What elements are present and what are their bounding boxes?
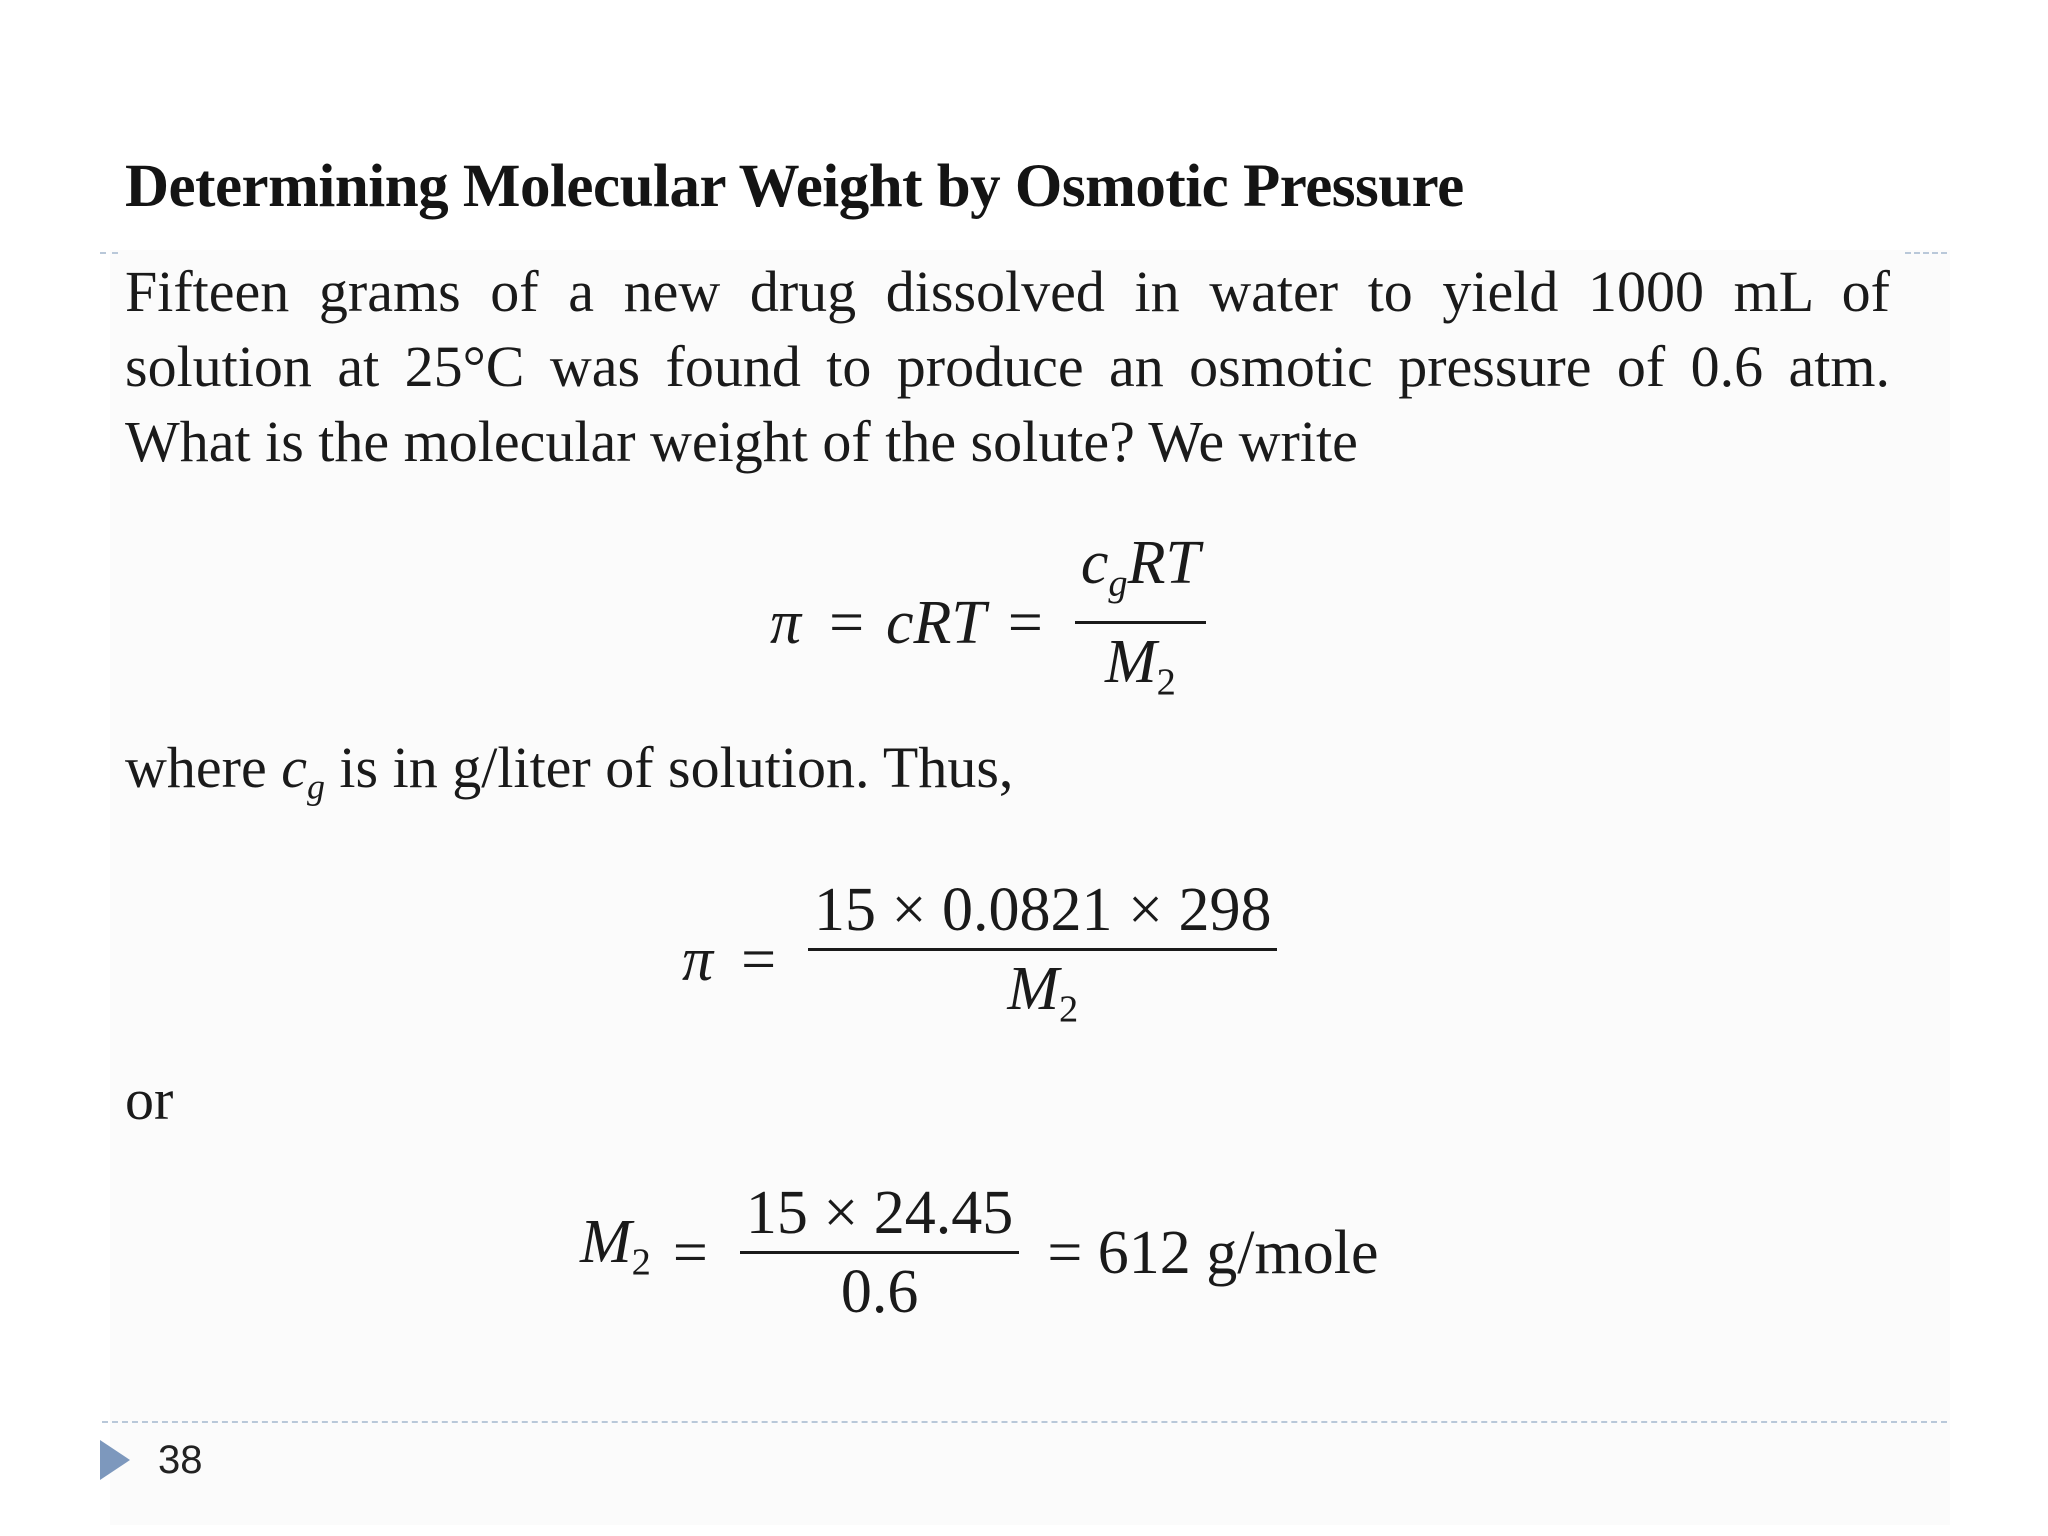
equals-sign: = bbox=[1007, 588, 1043, 657]
equals-sign: = bbox=[741, 925, 777, 994]
fraction-denominator: 0.6 bbox=[840, 1258, 919, 1326]
where-variable-subscript: g bbox=[306, 766, 325, 807]
denominator-subscript: 2 bbox=[1058, 988, 1079, 1031]
top-dashed-rule-right bbox=[1905, 252, 1947, 254]
where-suffix: is in g/liter of solution. Thus, bbox=[324, 735, 1014, 800]
page-number: 38 bbox=[158, 1438, 203, 1482]
pi-symbol: π bbox=[682, 925, 714, 994]
fraction-denominator bbox=[1001, 951, 1084, 1047]
fraction-numerator: 15 × 24.45 bbox=[745, 1179, 1014, 1247]
fraction bbox=[808, 872, 1277, 1047]
where-variable: c bbox=[281, 735, 307, 800]
fraction-numerator: 15 × 0.0821 × 298 bbox=[814, 876, 1272, 944]
slide-title: Determining Molecular Weight by Osmotic Pressure bbox=[125, 153, 1464, 220]
m-subscript: 2 bbox=[631, 1241, 651, 1284]
where-prefix: where bbox=[125, 735, 282, 800]
fraction bbox=[1075, 525, 1206, 721]
equation-result bbox=[580, 1175, 1378, 1330]
m2-term bbox=[580, 1207, 651, 1297]
where-statement bbox=[125, 733, 1013, 822]
equation-osmotic-pressure bbox=[764, 525, 1216, 721]
crt-term: cRT bbox=[886, 588, 986, 657]
equals-sign: = bbox=[672, 1218, 708, 1287]
numerator-subscript: g bbox=[1108, 562, 1128, 605]
or-label: or bbox=[125, 1067, 174, 1132]
result-value: = 612 g/mole bbox=[1047, 1218, 1379, 1287]
numerator-rt: RT bbox=[1127, 529, 1200, 597]
denominator-m: M bbox=[1104, 628, 1157, 697]
top-dashed-rule-left bbox=[100, 252, 118, 254]
denominator-subscript: 2 bbox=[1156, 661, 1176, 704]
equation-substitution bbox=[676, 872, 1287, 1047]
equals-sign: = bbox=[829, 588, 865, 657]
fraction-denominator bbox=[1099, 624, 1182, 720]
fraction-numerator bbox=[1075, 525, 1206, 621]
bottom-dashed-rule bbox=[102, 1421, 1947, 1423]
problem-statement: Fifteen grams of a new drug dissolved in water to yield 1000 mL of solution at 25°C was found to produce an osmotic pressure of 0.6 atm. What is the molecular weight of the solute? We write bbox=[125, 259, 1890, 474]
denominator-m: M bbox=[1007, 955, 1059, 1023]
numerator-c: c bbox=[1080, 529, 1109, 597]
m-symbol: M bbox=[580, 1208, 632, 1277]
fraction bbox=[740, 1175, 1019, 1330]
pi-symbol: π bbox=[770, 588, 802, 657]
triangle-right-icon bbox=[100, 1440, 130, 1480]
